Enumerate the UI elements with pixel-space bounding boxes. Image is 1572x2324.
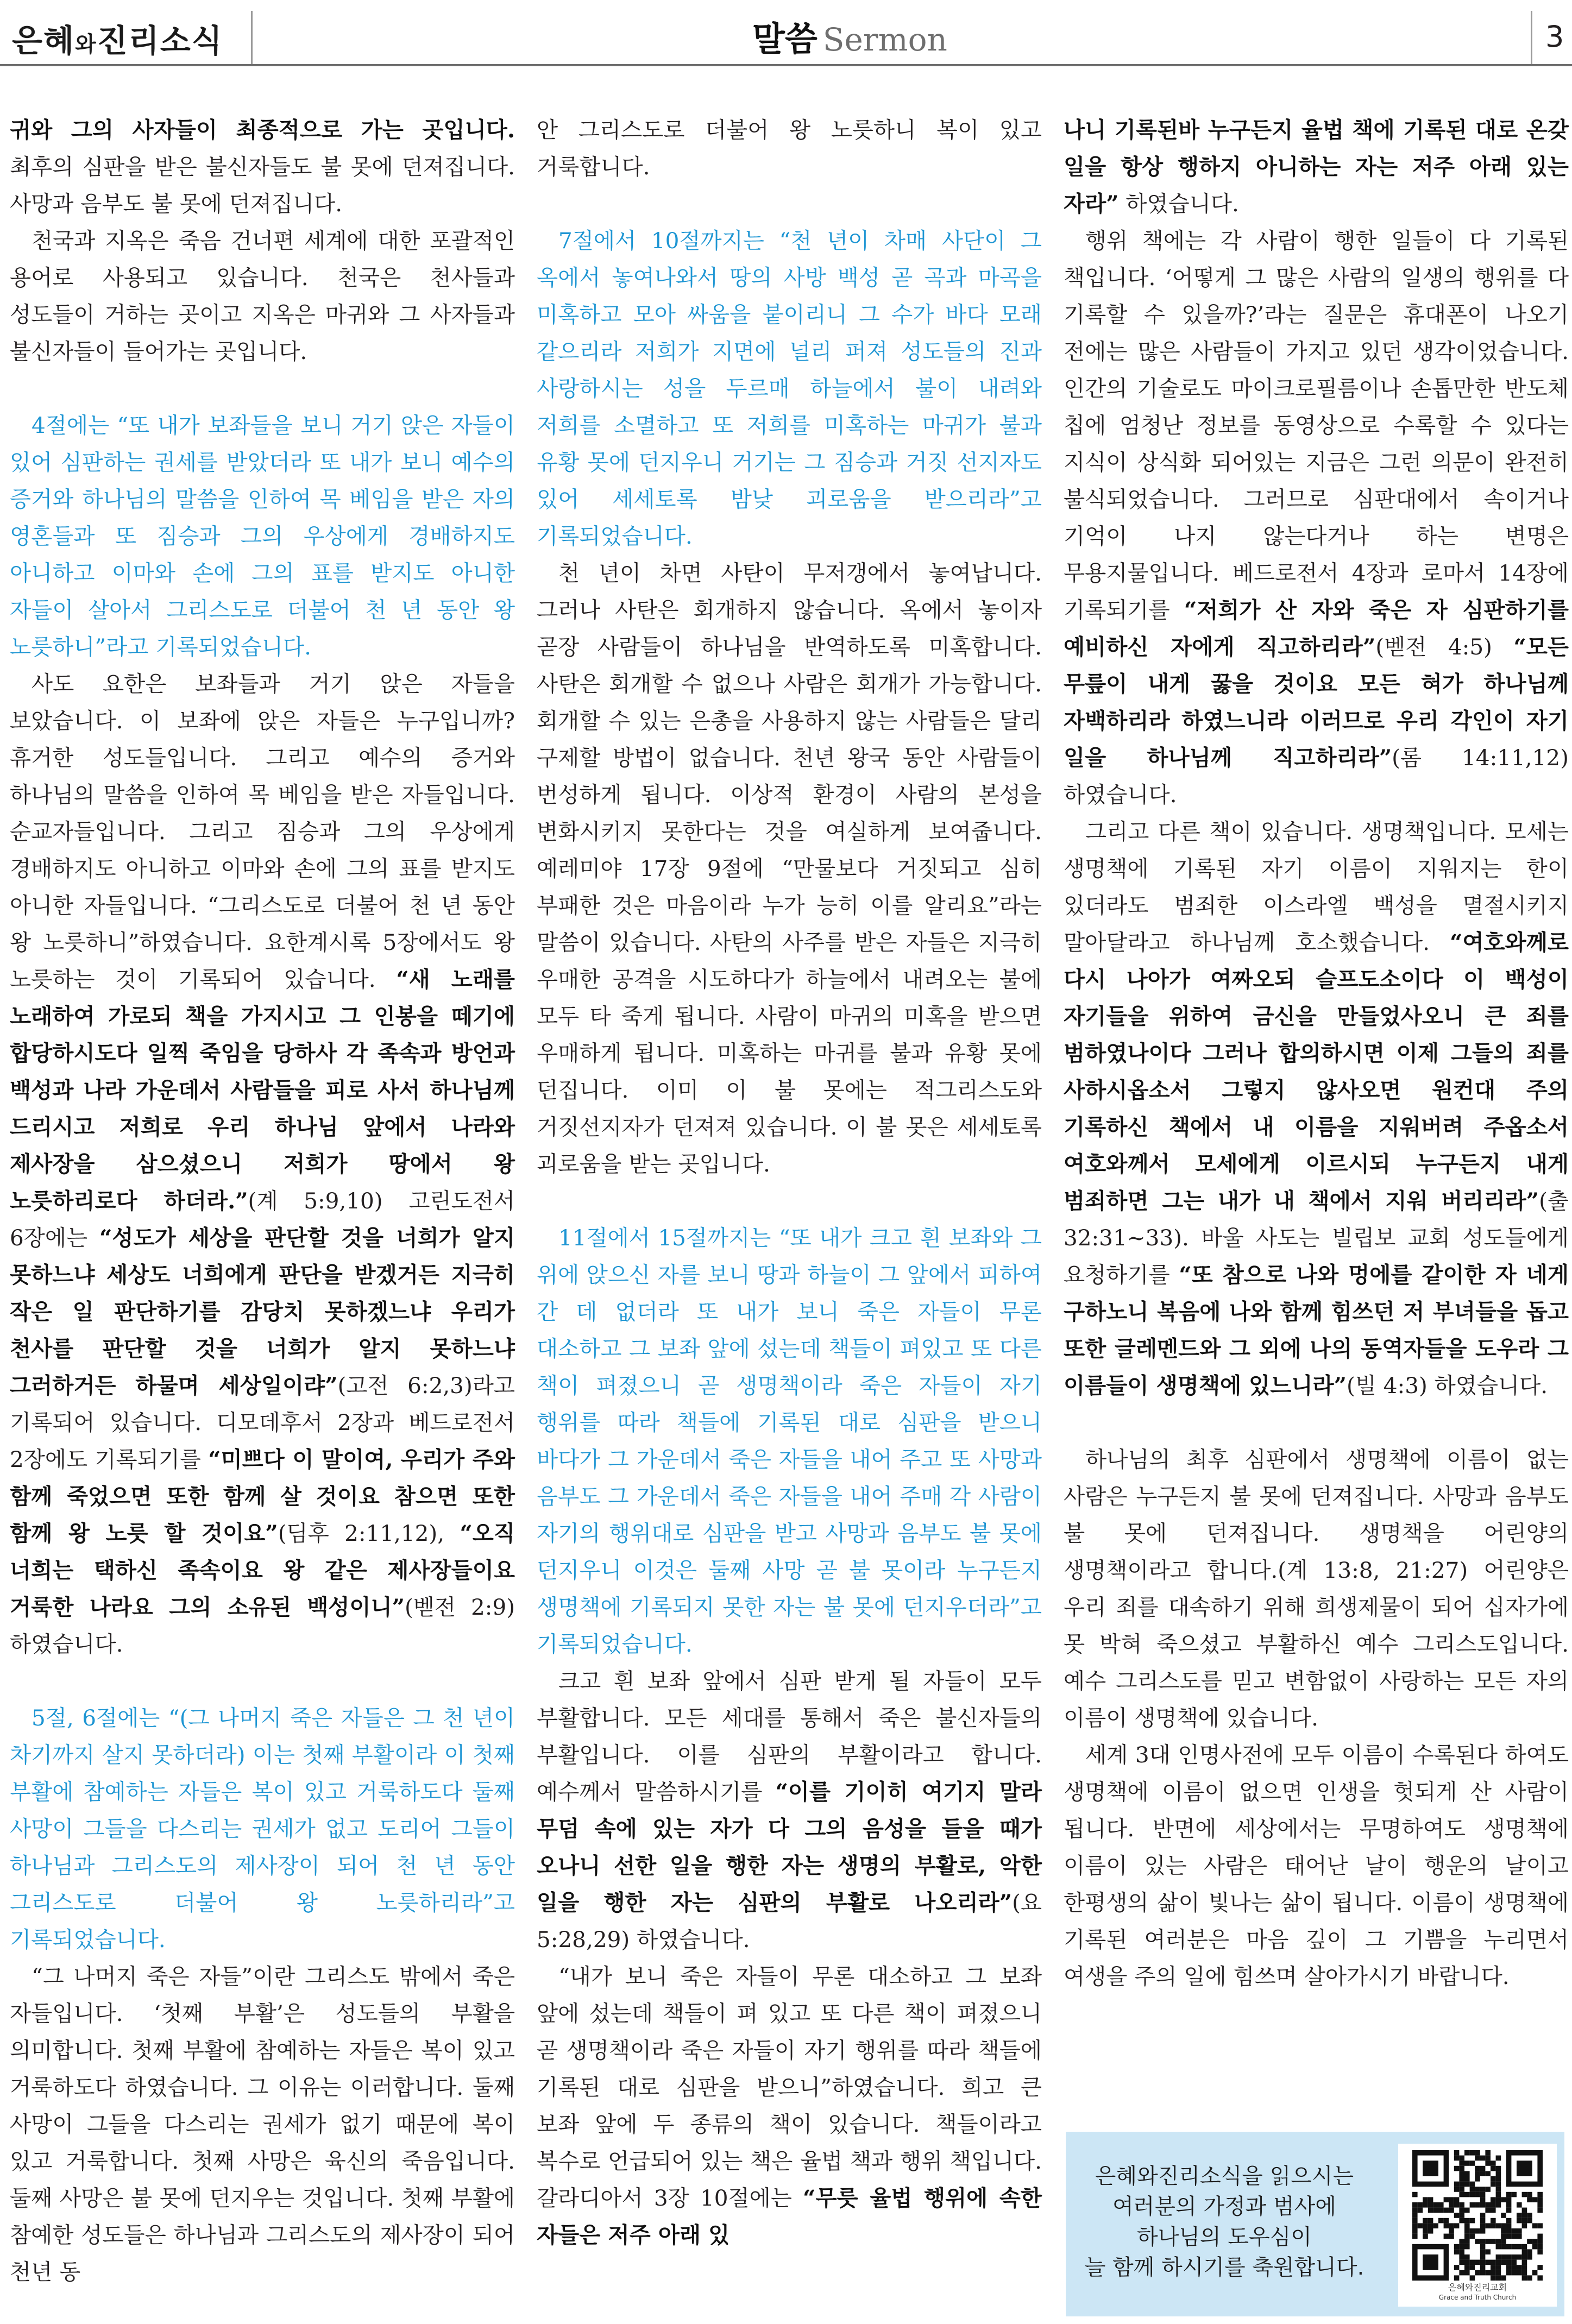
page-number: 3 (1545, 20, 1564, 54)
masthead-logo: 은혜와진리소식 (12, 22, 223, 59)
blessing-box (1066, 2132, 1564, 2316)
paragraph: 세계 3대 인명사전에 모두 이름이 수록된다 하여도 생명책에 이름이 없으면 인생을 헛되게 산 사람이 됩니다. 반면에 세상에서는 무명하여도 생명책에 이름이 있는 사람은 태어난 날이 행운의 날이고 한평생의 삶이 빛나는 삶이 됩니다. 이름이 생명책에 기록된 여러분은 마음 깊이 그 기쁨을 누리면서 여생을 주의 일에 힘쓰며 살아가시기 바랍니다. (1064, 1742, 1569, 1989)
paragraph: 하나님의 최후 심판에서 생명책에 이름이 없는 사람은 누구든지 불 못에 던져집니다. 사망과 음부도 불 못에 던져집니다. 생명책을 어린양의 생명책이라고 합니다.(계 13:8, 21:27) 어린양은 우리 죄를 대속하기 위해 희생제물이 되어 십자가에 못 박혀 죽으셨고 부활하신 예수 그리스도입니다. 예수 그리스도를 믿고 변함없이 사랑하는 모든 자의 이름이 생명책에 있습니다. (1064, 1446, 1569, 1731)
scripture-quote: 11절에서 15절까지는 “또 내가 크고 흰 보좌와 그 위에 앉으신 자를 보니 땅과 하늘이 그 앞에서 피하여 간 데 없더라 또 내가 보니 죽은 자들이 무론 대소하고 그 보좌 앞에 섰는데 책들이 펴있고 또 다른 책이 펴졌으니 곧 생명책이라 죽은 자들이 자기 행위를 따라 책들에 기록된 대로 심판을 받으니 바다가 그 가운데서 죽은 자들을 내어 주고 또 사망과 음부도 그 가운데서 죽은 자들을 내어 주매 각 사람이 자기의 행위대로 심판을 받고 사망과 음부도 불 못에 던지우니 이것은 둘째 사망 곧 불 못이라 누구든지 생명책에 기록되지 못한 자는 불 못에 던지우더라”고 기록되었습니다. (537, 1225, 1042, 1657)
qr-code[interactable] (1398, 2144, 1557, 2307)
paragraph: 천국과 지옥은 죽음 건너편 세계에 대한 포괄적인 용어로 사용되고 있습니다. 천국은 천사들과 성도들이 거하는 곳이고 지옥은 마귀와 그 사자들과 불신자들이 들어가는 곳입니다. (10, 228, 515, 364)
scripture-quote: 5절, 6절에는 “(그 나머지 죽은 자들은 그 천 년이 차기까지 살지 못하더라) 이는 첫째 부활이라 이 첫째 부활에 참예하는 자들은 복이 있고 거룩하도다 둘째 사망이 그들을 다스리는 권세가 없고 도리어 그들이 하나님과 그리스도의 제사장이 되어 천 년 동안 그리스도로 더불어 왕 노릇하리라”고 기록되었습니다. (10, 1705, 515, 1953)
paragraph: “그 나머지 죽은 자들”이란 그리스도 밖에서 죽은 자들입니다. ‘첫째 부활’은 성도들의 부활을 의미합니다. 첫째 부활에 참예하는 자들은 복이 있고 거룩하도다 하였습니다. 그 이유는 이러합니다. 둘째 사망이 그들을 다스리는 권세가 없기 때문에 복이 있고 거룩합니다. 첫째 사망은 육신의 죽음입니다. 둘째 사망은 불 못에 던지우는 것입니다. 첫째 부활에 참예한 성도들은 하나님과 그리스도의 제사장이 되어 천년 동 (10, 1963, 515, 2285)
section-title: 말씀 Sermon (752, 19, 947, 59)
blessing-text: 은혜와진리소식을 읽으시는 여러분의 가정과 범사에 하나님의 도우심이 늘 함께 하시기를 축원합니다. (1084, 2164, 1365, 2280)
qr-caption: 은혜와진리교회 Grace and Truth Church (1438, 2282, 1517, 2301)
article-column-3 (1064, 111, 1569, 1995)
header-rule (0, 64, 1572, 66)
article-column-1 (10, 111, 515, 2290)
header-divider (1531, 11, 1532, 65)
article-column-2 (537, 111, 1042, 2253)
paragraph: 안 그리스도로 더불어 왕 노릇하니 복이 있고 거룩합니다. (537, 117, 1042, 180)
paragraph: 귀와 그의 사자들이 최종적으로 가는 곳입니다. 최후의 심판을 받은 불신자들도 불 못에 던져집니다. 사망과 음부도 불 못에 던져집니다. (10, 117, 515, 217)
paragraph: 크고 흰 보좌 앞에서 심판 받게 될 자들이 모두 부활합니다. 모든 세대를 통해서 죽은 불신자들의 부활입니다. 이를 심판의 부활이라고 합니다. 예수께서 말씀하시기를 “이를 기이히 여기지 말라 무덤 속에 있는 자가 다 그의 음성을 들을 때가 오나니 선한 일을 행한 자는 생명의 부활로, 악한 일을 행한 자는 심판의 부활로 나오리라”(요 5:28,29) 하였습니다. (537, 1668, 1042, 1953)
scripture-quote: 4절에는 “또 내가 보좌들을 보니 거기 앉은 자들이 있어 심판하는 권세를 받았더라 또 내가 보니 예수의 증거와 하나님의 말씀을 인하여 목 베임을 받은 자의 영혼들과 또 짐승과 그의 우상에게 경배하지도 아니하고 이마와 손에 그의 표를 받지도 아니한 자들이 살아서 그리스도로 더불어 천 년 동안 왕 노릇하니”라고 기록되었습니다. (10, 412, 515, 660)
paragraph: 천 년이 차면 사탄이 무저갱에서 놓여납니다. 그러나 사탄은 회개하지 않습니다. 옥에서 놓이자 곧장 사람들이 하나님을 반역하도록 미혹합니다. 사탄은 회개할 수 없으나 사람은 회개가 가능합니다. 회개할 수 있는 은총을 사용하지 않는 사람들은 달리 구제할 방법이 없습니다. 천년 왕국 동안 사람들이 번성하게 됩니다. 이상적 환경이 사람의 본성을 변화시키지 못한다는 것을 여실하게 보여줍니다. 예레미야 17장 9절에 “만물보다 거짓되고 심히 부패한 것은 마음이라 누가 능히 이를 알리요”라는 말씀이 있습니다. 사탄의 사주를 받은 자들은 지극히 우매한 공격을 시도하다가 하늘에서 내려오는 불에 모두 타 죽게 됩니다. 사람이 마귀의 미혹을 받으면 우매하게 됩니다. 미혹하는 마귀를 불과 유황 못에 던집니다. 이미 이 불 못에는 적그리스도와 거짓선지자가 던져져 있습니다. 이 불 못은 세세토록 괴로움을 받는 곳입니다. (537, 560, 1042, 1177)
paragraph: 사도 요한은 보좌들과 거기 앉은 자들을 보았습니다. 이 보좌에 앉은 자들은 누구입니까? 휴거한 성도들입니다. 그리고 예수의 증거와 하나님의 말씀을 인하여 목 베임을 받은 자들입니다. 순교자들입니다. 그리고 짐승과 그의 우상에게 경배하지도 아니하고 이마와 손에 그의 표를 받지도 아니한 자들입니다. “그리스도로 더불어 천 년 동안 왕 노릇하니”하였습니다. 요한계시록 5장에서도 왕 노릇하는 것이 기록되어 있습니다. “새 노래를 노래하여 가로되 책을 가지시고 그 인봉을 떼기에 합당하시도다 일찍 죽임을 당하사 각 족속과 방언과 백성과 나라 가운데서 사람들을 피로 사서 하나님께 드리시고 저희로 우리 하나님 앞에서 나라와 제사장을 삼으셨으니 저희가 땅에서 왕 노릇하리로다 하더라.”(계 5:9,10) 고린도전서 6장에는 “성도가 세상을 판단할 것을 너희가 알지 못하느냐 세상도 너희에게 판단을 받겠거든 지극히 작은 일 판단하기를 감당치 못하겠느냐 우리가 천사를 판단할 것을 너희가 알지 못하느냐 그러하거든 하물며 세상일이랴”(고전 6:2,3)라고 기록되어 있습니다. 디모데후서 2장과 베드로전서 2장에도 기록되기를 “미쁘다 이 말이여, 우리가 주와 함께 죽었으면 또한 함께 살 것이요 참으면 또한 함께 왕 노릇 할 것이요”(딤후 2:11,12), “오직 너희는 택하신 족속이요 왕 같은 제사장들이요 거룩한 나라요 그의 소유된 백성이니”(벧전 2:9) 하였습니다. (10, 671, 515, 1657)
paragraph: “내가 보니 죽은 자들이 무론 대소하고 그 보좌 앞에 섰는데 책들이 펴 있고 또 다른 책이 펴졌으니 곧 생명책이라 죽은 자들이 자기 행위를 따라 책들에 기록된 대로 심판을 받으니”하였습니다. 희고 큰 보좌 앞에 두 종류의 책이 있습니다. 책들이라고 복수로 언급되어 있는 책은 율법 책과 행위 책입니다. 갈라디아서 3장 10절에는 “무릇 율법 행위에 속한 자들은 저주 아래 있 (537, 1963, 1042, 2248)
page-header (0, 0, 1572, 73)
paragraph: 행위 책에는 각 사람이 행한 일들이 다 기록된 책입니다. ‘어떻게 그 많은 사람의 일생의 행위를 다 기록할 수 있을까?’라는 질문은 휴대폰이 나오기 전에는 많은 사람들이 가지고 있던 생각이었습니다. 인간의 기술로도 마이크로필름이나 손톱만한 반도체 칩에 엄청난 정보를 동영상으로 수록할 수 있다는 지식이 상식화 되어있는 지금은 그런 의문이 완전히 불식되었습니다. 그러므로 심판대에서 속이거나 기억이 나지 않는다거나 하는 변명은 무용지물입니다. 베드로전서 4장과 로마서 14장에 기록되기를 “저희가 산 자와 죽은 자 심판하기를 예비하신 자에게 직고하리라”(벧전 4:5) “모든 무릎이 내게 꿇을 것이요 모든 혀가 하나님께 자백하리라 하였느니라 이러므로 우리 각인이 자기 일을 하나님께 직고하리라”(롬 14:11,12) 하였습니다. (1064, 228, 1569, 808)
paragraph: 나니 기록된바 누구든지 율법 책에 기록된 대로 온갖 일을 항상 행하지 아니하는 자는 저주 아래 있는 자라” 하였습니다. (1064, 117, 1569, 217)
paragraph: 그리고 다른 책이 있습니다. 생명책입니다. 모세는 생명책에 기록된 자기 이름이 지워지는 한이 있더라도 범죄한 이스라엘 백성을 멸절시키지 말아달라고 하나님께 호소했습니다. “여호와께로 다시 나아가 여짜오되 슬프도소이다 이 백성이 자기들을 위하여 금신을 만들었사오니 큰 죄를 범하였나이다 그러나 합의하시면 이제 그들의 죄를 사하시옵소서 그렇지 않사오면 원컨대 주의 기록하신 책에서 내 이름을 지워버려 주옵소서 여호와께서 모세에게 이르시되 누구든지 내게 범죄하면 그는 내가 내 책에서 지워 버리리라”(출 32:31~33). 바울 사도는 빌립보 교회 성도들에게 요청하기를 “또 참으로 나와 멍에를 같이한 자 네게 구하노니 복음에 나와 함께 힘쓰던 저 부녀들을 돕고 또한 글레멘드와 그 외에 나의 동역자들을 도우라 그 이름들이 생명책에 있느니라”(빌 4:3) 하였습니다. (1064, 818, 1569, 1399)
header-divider (251, 11, 253, 65)
qr-code-image (1405, 2150, 1550, 2281)
scripture-quote: 7절에서 10절까지는 “천 년이 차매 사단이 그 옥에서 놓여나와서 땅의 사방 백성 곧 곡과 마곡을 미혹하고 모아 싸움을 붙이리니 그 수가 바다 모래 같으리라 저희가 지면에 널리 퍼져 성도들의 진과 사랑하시는 성을 두르매 하늘에서 불이 내려와 저희를 소멸하고 또 저희를 미혹하는 마귀가 불과 유황 못에 던지우니 거기는 그 짐승과 거짓 선지자도 있어 세세토록 밤낮 괴로움을 받으리라”고 기록되었습니다. (537, 228, 1042, 549)
